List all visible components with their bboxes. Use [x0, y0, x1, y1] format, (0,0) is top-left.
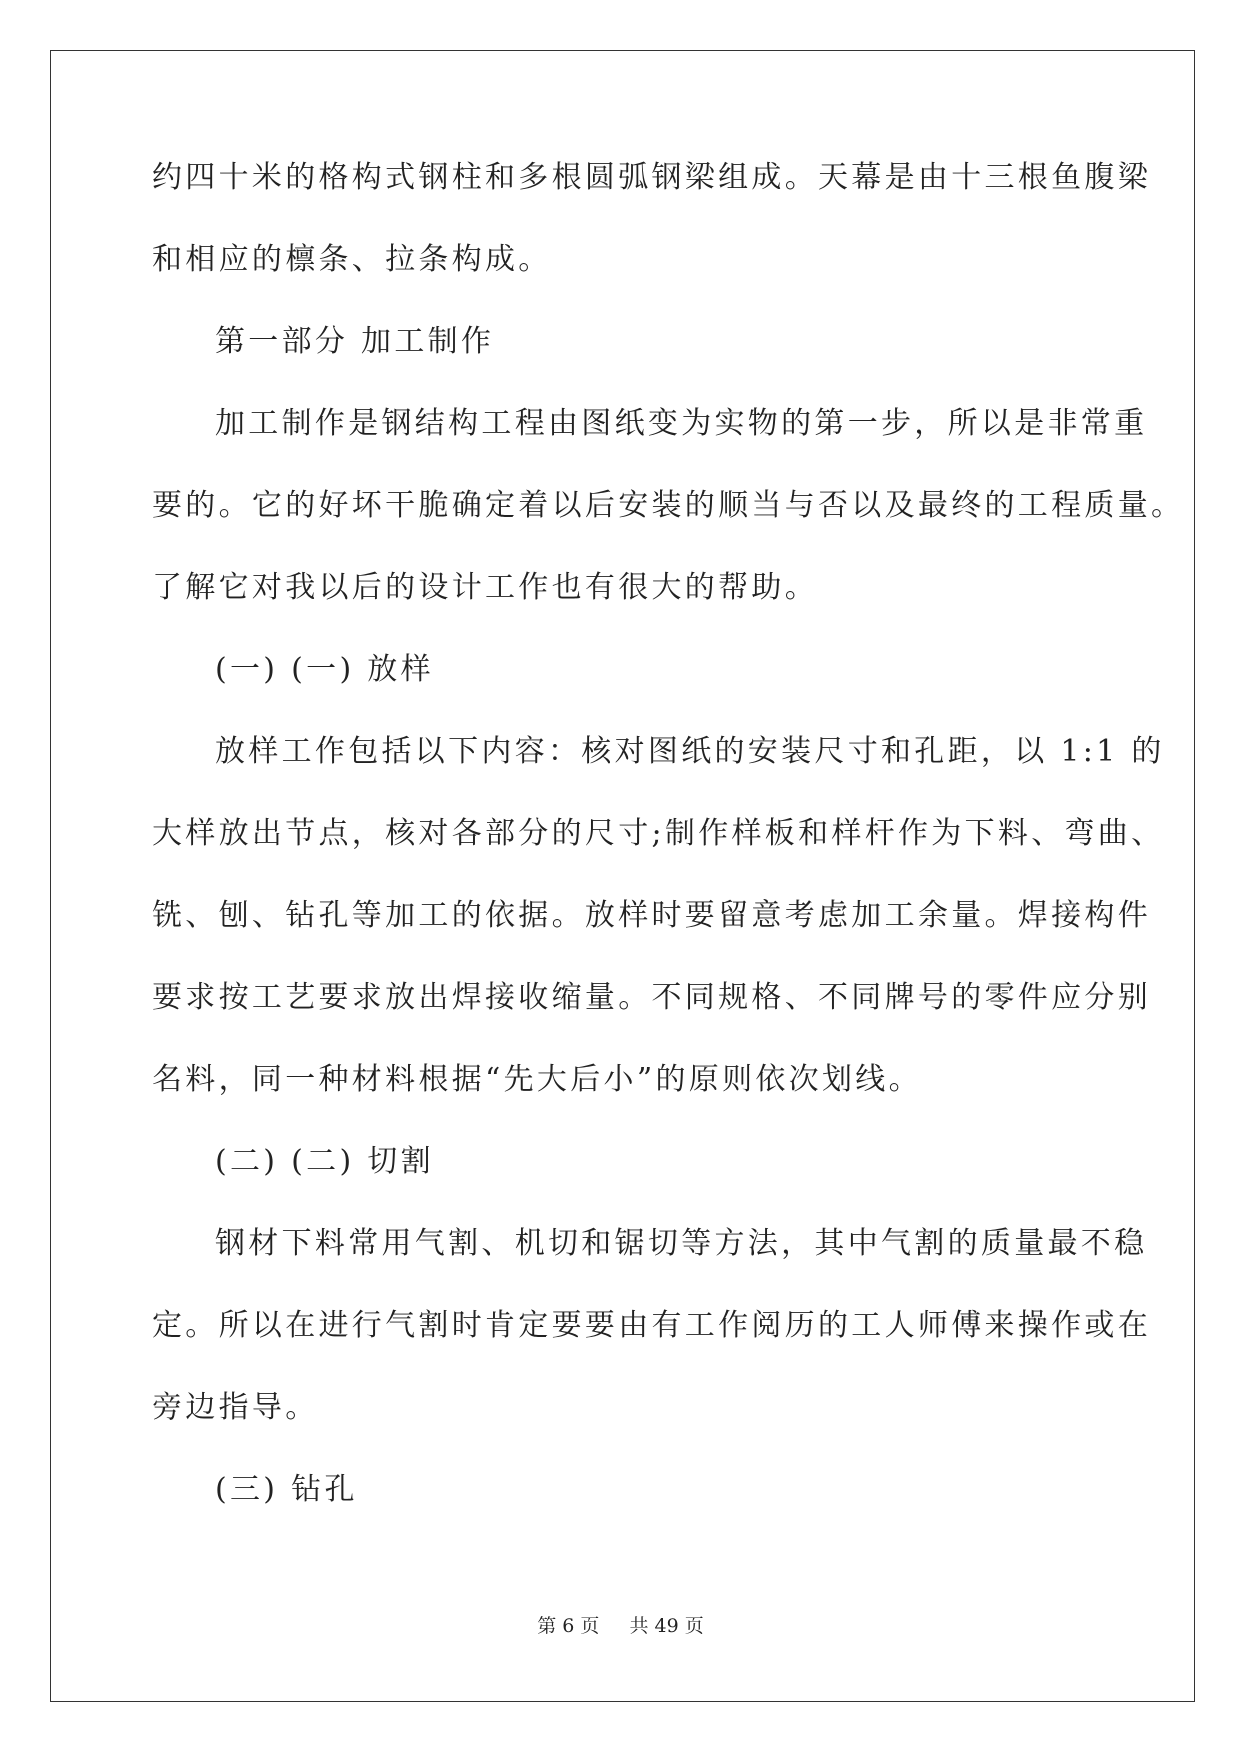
page-number: 第 6 页: [537, 1615, 600, 1637]
text-line: 旁边指导。: [152, 1390, 319, 1425]
text-line: 约四十米的格构式钢柱和多根圆弧钢梁组成。天幕是由十三根鱼腹梁: [152, 160, 1151, 195]
section-heading: 第一部分 加工制作: [215, 324, 495, 359]
text-line: 加工制作是钢结构工程由图纸变为实物的第一步，所以是非常重: [215, 406, 1148, 441]
document-body: [152, 158, 1185, 1552]
text-line: 大样放出节点，核对各部分的尺寸;制作样板和样杆作为下料、弯曲、: [152, 816, 1165, 851]
text-line: 名料，同一种材料根据“先大后小”的原则依次划线。: [152, 1062, 922, 1097]
subsection-heading: (三) 钻孔: [215, 1472, 358, 1507]
text-line: 放样工作包括以下内容：核对图纸的安装尺寸和孔距，以 1:1 的: [215, 734, 1165, 769]
text-line: 要的。它的好坏干脆确定着以后安装的顺当与否以及最终的工程质量。: [152, 488, 1185, 523]
text-line: 铣、刨、钻孔等加工的依据。放样时要留意考虑加工余量。焊接构件: [152, 898, 1151, 933]
total-pages: 共 49 页: [629, 1615, 704, 1637]
text-line: 了解它对我以后的设计工作也有很大的帮助。: [152, 570, 818, 605]
text-line: 和相应的檩条、拉条构成。: [152, 242, 552, 277]
text-line: 要求按工艺要求放出焊接收缩量。不同规格、不同牌号的零件应分别: [152, 980, 1151, 1015]
subsection-heading: (二) (二) 切割: [215, 1144, 434, 1179]
subsection-heading: (一) (一) 放样: [215, 652, 434, 687]
text-line: 钢材下料常用气割、机切和锯切等方法，其中气割的质量最不稳: [215, 1226, 1148, 1261]
page-footer: [0, 1611, 1241, 1638]
text-line: 定。所以在进行气割时肯定要要由有工作阅历的工人师傅来操作或在: [152, 1308, 1151, 1343]
